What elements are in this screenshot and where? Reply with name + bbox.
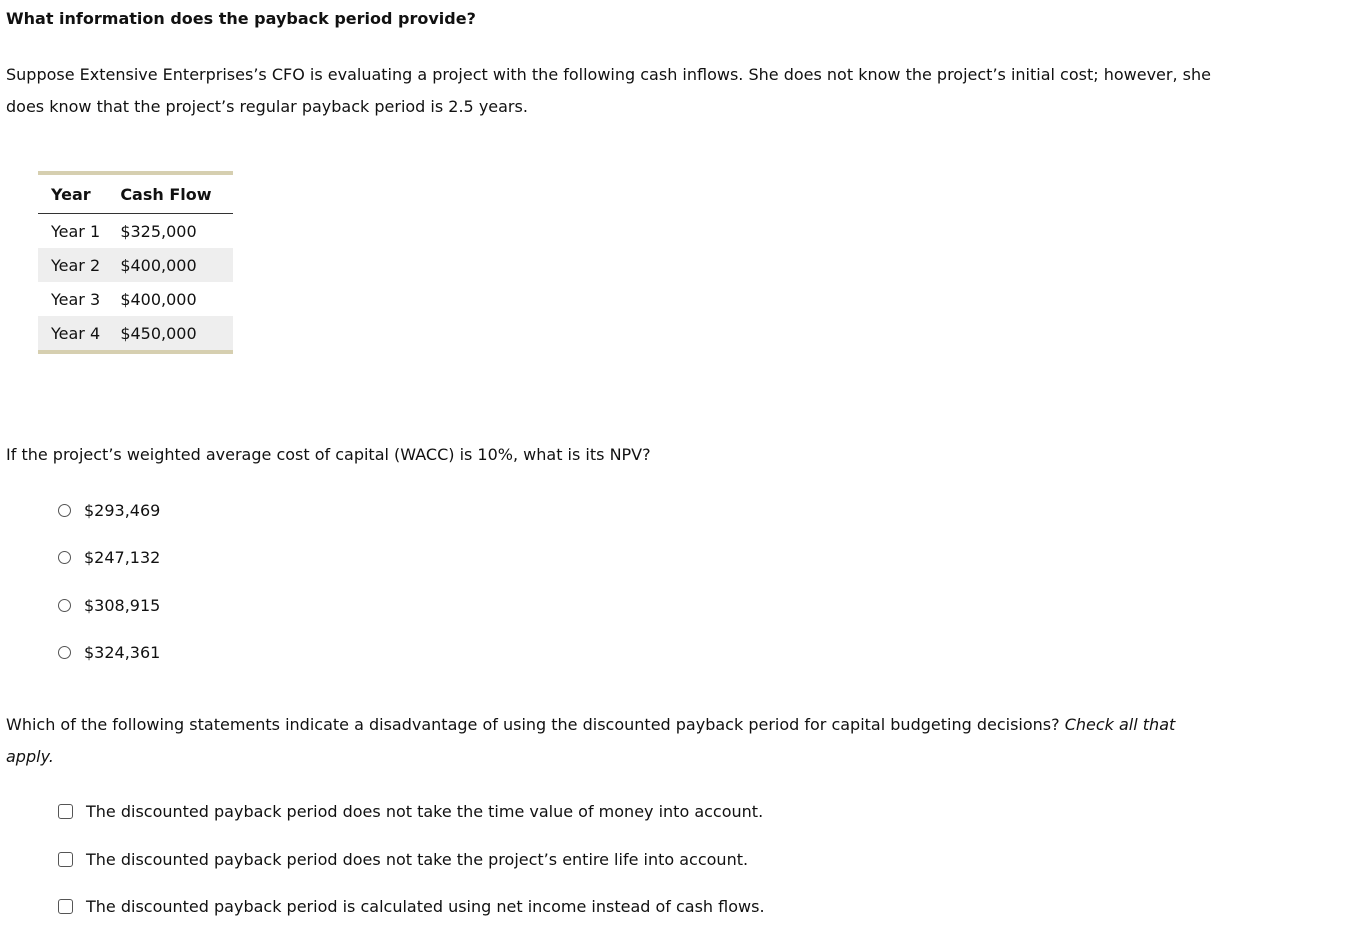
table-row [38,282,233,316]
checkbox[interactable] [58,899,73,914]
disadvantage-option-2[interactable] [58,847,748,871]
npv-option-4[interactable] [58,640,160,664]
npv-option-2[interactable] [58,545,160,569]
cell-year: Year 1 [51,221,101,241]
radio-button[interactable] [58,599,71,612]
column-header-year: Year [38,173,106,214]
cell-cash-flow: $325,000 [120,221,197,241]
disadvantage-option-label: The discounted payback period is calculated using net income instead of cash flows. [86,896,765,916]
npv-question: If the project’s weighted average cost of capital (WACC) is 10%, what is its NPV? [6,445,651,464]
disadvantage-option-1[interactable] [58,799,763,823]
npv-option-label: $324,361 [84,642,161,662]
column-header-cash-flow: Cash Flow [106,173,233,214]
npv-option-1[interactable] [58,498,160,522]
disadvantage-question-text: Which of the following statements indicate a disadvantage of using the discounted payback period for capital budgeting decisions? [6,715,1065,734]
npv-option-label: $247,132 [84,547,161,567]
npv-option-3[interactable] [58,593,160,617]
cell-cash-flow: $400,000 [106,248,233,282]
cell-year: Year 4 [38,316,106,352]
cell-cash-flow: $400,000 [120,289,197,309]
disadvantage-option-label: The discounted payback period does not take the project’s entire life into account. [86,849,749,869]
radio-button[interactable] [58,504,71,517]
npv-option-label: $308,915 [84,595,161,615]
disadvantage-question [6,709,1206,773]
table-header-row [38,173,233,214]
check-all-instruction: Check all that apply. [6,715,1176,766]
table-row [38,214,233,249]
question-heading: What information does the payback period provide? [6,9,476,28]
cell-year: Year 3 [51,289,101,309]
table-row [38,248,233,282]
disadvantage-option-3[interactable] [58,894,765,918]
cell-cash-flow: $450,000 [106,316,233,352]
checkbox[interactable] [58,852,73,867]
radio-button[interactable] [58,646,71,659]
checkbox[interactable] [58,804,73,819]
disadvantage-option-label: The discounted payback period does not take the time value of money into account. [86,801,764,821]
intro-paragraph: Suppose Extensive Enterprises’s CFO is evaluating a project with the following cash inflows. She does not know the project’s initial cost; however, she does know that the project’s regular payback period is 2.5 years. [6,65,1211,116]
cash-flow-table [38,171,233,354]
npv-option-label: $293,469 [84,500,161,520]
radio-button[interactable] [58,551,71,564]
table-row [38,316,233,352]
cell-year: Year 2 [38,248,106,282]
